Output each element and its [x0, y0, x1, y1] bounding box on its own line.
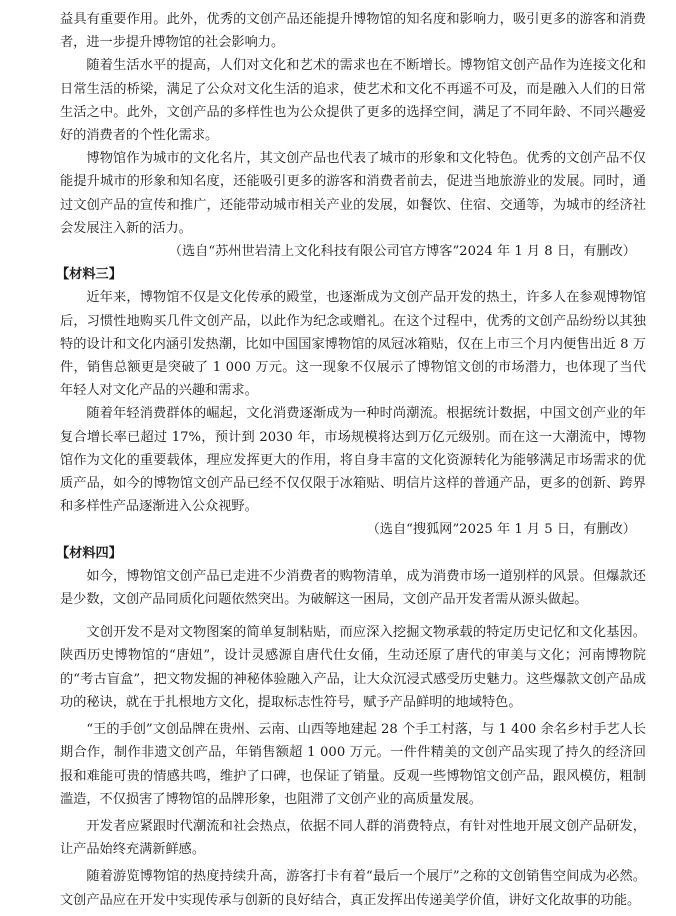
material3-source: （选自“搜狐网”2025 年 1 月 5 日，有删改）	[366, 522, 636, 538]
material2-paragraph-city-card: 博物馆作为城市的文化名片，其文创产品也代表了城市的形象和文化特色。优秀的文创产品不仅能提升城市的形象和知名度，还能吸引更多的游客和消费者前去，促进当地旅游业的发展。同时，通过文创产品的宣传和推广，还能带动城市相关产业的发展，如餐饮、住宿、交通等，为城市的经济社会发展注入新的活力。	[60, 151, 646, 236]
spacer	[60, 611, 646, 621]
material4-paragraph-3: “王的手创”文创品牌在贵州、云南、山西等地建起 28 个手工村落，与 1 400 余名乡村手艺人长期合作，制作非遗文创产品，年销售额超 1 000 万元。一件件精美的文创产品实现了持久的经济回报和难能可贵的情感共鸣，维护了口碑，也保证了销量。反观一些博物馆文创产品，跟风模仿，粗制滥造，不仅损害了博物馆的品牌形象，也阻滞了文创产业的高质量发展。	[60, 722, 646, 807]
material4-paragraph-2: 文创开发不是对文物图案的简单复制粘贴，而应深入挖掘文物承载的特定历史记忆和文化基因。陕西历史博物馆的“唐妞”，设计灵感源自唐代仕女俑，生动还原了唐代的审美与文化；河南博物院的“考古盲盒”，把文物发掘的神秘体验融入产品，让大众沉浸式感受历史魅力。这些爆款文创产品成功的秘诀，就在于扎根地方文化，提取标志性符号，赋予产品鲜明的地域特色。	[60, 625, 646, 710]
material4-paragraph-5: 随着游览博物馆的热度持续升高，游客打卡有着“最后一个展厅”之称的文创销售空间成为必然。文创产品应在开发中实现传承与创新的良好结合，真正发挥出传递美学价值，讲好文化故事的功能。	[60, 869, 646, 908]
material4-heading: 【材料四】	[56, 545, 122, 561]
material3-heading: 【材料三】	[56, 267, 122, 283]
material2-paragraph-living-standards: 随着生活水平的提高，人们对文化和艺术的需求也在不断增长。博物馆文创产品作为连接文化和日常生活的桥梁，满足了公众对文化生活的追求，使艺术和文化不再遥不可及，而是融入人们的日常生活之中。此外，文创产品的多样性也为公众提供了更多的选择空间，满足了不同年龄、不同兴趣爱好的消费者的个性化需求。	[60, 58, 646, 144]
material2-continuation-paragraph: 益具有重要作用。此外，优秀的文创产品还能提升博物馆的知名度和影响力，吸引更多的游客和消费者，进一步提升博物馆的社会影响力。	[60, 12, 646, 51]
material3-paragraph-1: 近年来，博物馆不仅是文化传承的殿堂，也逐渐成为文创产品开发的热土，许多人在参观博物馆后，习惯性地购买几件文创产品，以此作为纪念或赠礼。在这个过程中，优秀的文创产品纷纷以其独特的设计和文化内涵引发热潮，比如中国国家博物馆的凤冠冰箱贴，仅在上市三个月内便售出近 8 万件，销售总额更是突破了 1 000 万元。这一现象不仅展示了博物馆文创的市场潜力，也体现了当代年轻人对文化产品的兴趣和需求。	[60, 290, 646, 399]
material3-paragraph-2: 随着年轻消费群体的崛起，文化消费逐渐成为一种时尚潮流。根据统计数据，中国文创产业的年复合增长率已超过 17%，预计到 2030 年，市场规模将达到万亿元级别。而在这一大潮流中，博物馆作为文化的重要载体，理应发挥更大的作用，将自身丰富的文化资源转化为能够满足市场需求的优质产品，如今的博物馆文创产品已经不仅仅限于冰箱贴、明信片这样的普通产品，更多的创新、跨界和多样性产品逐渐进入公众视野。	[60, 406, 646, 515]
material4-paragraph-1: 如今，博物馆文创产品已走进不少消费者的购物清单，成为消费市场一道别样的风景。但爆款还是少数，文创产品同质化问题依然突出。为破解这一困局，文创产品开发者需从源头做起。	[60, 568, 646, 608]
material2-source: （选自“苏州世岩清上文化科技有限公司官方博客”2024 年 1 月 8 日，有删改）	[168, 244, 636, 260]
material4-paragraph-4: 开发者应紧跟时代潮流和社会热点，依据不同人群的消费特点，有针对性地开展文创产品研发，让产品始终充满新鲜感。	[60, 818, 646, 858]
